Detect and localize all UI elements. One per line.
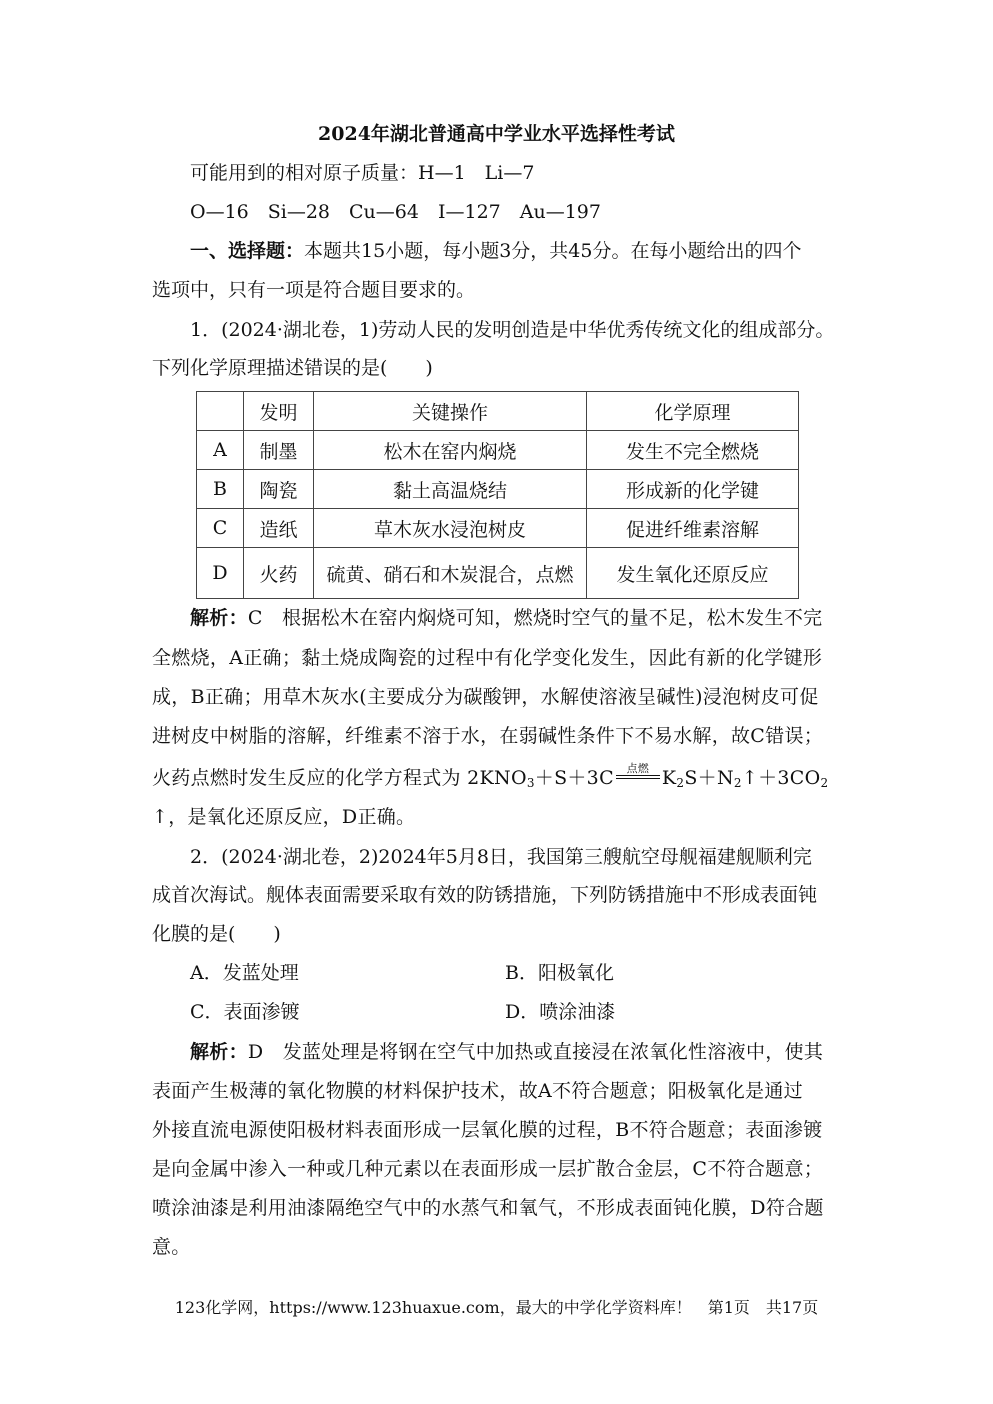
page-footer: 123化学网，https://www.123huaxue.com，最大的中学化学资料库！ 第1页 共17页 — [174, 1298, 819, 1317]
table-cell: C — [197, 509, 244, 548]
analysis-label: 解析： — [190, 1041, 248, 1063]
table-cell: 形成新的化学键 — [587, 470, 799, 509]
equation-subscript: 2 — [676, 776, 685, 790]
table-row — [197, 509, 799, 548]
analysis-text: D 发蓝处理是将钢在空气中加热或直接浸在浓氧化性溶液中，使其 — [247, 1041, 824, 1063]
table-cell: 陶瓷 — [244, 470, 314, 509]
equation-subscript: 2 — [733, 776, 742, 790]
invention-table — [196, 391, 799, 599]
table-cell: 火药 — [244, 548, 314, 599]
section-desc-line-2: 选项中，只有一项是符合题目要求的。 — [152, 279, 476, 301]
q2-analysis-line-1 — [190, 1040, 880, 1064]
equation-part: K — [661, 767, 677, 789]
table-cell: 发生不完全燃烧 — [587, 431, 799, 470]
q1-analysis-line-6: ↑，是氧化还原反应，D正确。 — [152, 806, 416, 828]
table-header-row — [197, 392, 799, 431]
table-cell: 造纸 — [244, 509, 314, 548]
table-cell: 草木灰水浸泡树皮 — [314, 509, 587, 548]
section-heading: 一、选择题： — [190, 240, 305, 262]
table-header-cell — [197, 392, 244, 431]
table-row — [197, 431, 799, 470]
table-row — [197, 548, 799, 599]
q2-option-a: A．发蓝处理 — [190, 962, 299, 984]
table-cell: A — [197, 431, 244, 470]
atomic-mass-line-2: O—16 Si—28 Cu—64 I—127 Au—197 — [190, 201, 601, 223]
page-title: 2024年湖北普通高中学业水平选择性考试 — [318, 123, 675, 145]
table-cell: 发生氧化还原反应 — [587, 548, 799, 599]
q2-analysis-line-5: 喷涂油漆是利用油漆隔绝空气中的水蒸气和氧气，不形成表面钝化膜，D符合题 — [152, 1197, 824, 1219]
q2-option-d: D．喷涂油漆 — [505, 1001, 616, 1023]
q1-equation-line — [152, 762, 842, 790]
q1-stem-line-1: 1．(2024·湖北卷，1)劳动人民的发明创造是中华优秀传统文化的组成部分。 — [190, 319, 835, 341]
q1-analysis-line-2: 全燃烧，A正确；黏土烧成陶瓷的过程中有化学变化发生，因此有新的化学键形 — [152, 647, 823, 669]
section-desc: 本题共15小题，每小题3分，共45分。在每小题给出的四个 — [304, 240, 802, 262]
table-header-cell: 化学原理 — [587, 392, 799, 431]
section-heading-line — [190, 239, 880, 263]
q1-analysis-line-1 — [190, 606, 880, 630]
table-cell: 松木在窑内焖烧 — [314, 431, 587, 470]
q2-stem-line-3: 化膜的是( ) — [152, 923, 281, 945]
q1-analysis-line-3: 成，B正确；用草木灰水(主要成分为碳酸钾，水解使溶液呈碱性)浸泡树皮可促 — [152, 686, 819, 708]
table-cell: 制墨 — [244, 431, 314, 470]
equation-part: ↑＋3CO — [741, 767, 821, 789]
table-cell: D — [197, 548, 244, 599]
q2-option-c: C．表面渗镀 — [190, 1001, 300, 1023]
table-cell: 黏土高温烧结 — [314, 470, 587, 509]
q2-analysis-line-6: 意。 — [152, 1236, 191, 1258]
table-cell: 促进纤维素溶解 — [587, 509, 799, 548]
table-row — [197, 470, 799, 509]
equation-lead: 火药点燃时发生反应的化学方程式为 2KNO — [152, 767, 527, 789]
atomic-mass-line-1: 可能用到的相对原子质量：H—1 Li—7 — [190, 162, 535, 184]
analysis-text: C 根据松木在窑内焖烧可知，燃烧时空气的量不足，松木发生不完 — [247, 607, 823, 629]
q2-stem-line-1: 2．(2024·湖北卷，2)2024年5月8日，我国第三艘航空母舰福建舰顺利完 — [190, 846, 812, 868]
q2-stem-line-2: 成首次海试。舰体表面需要采取有效的防锈措施，下列防锈措施中不形成表面钝 — [152, 884, 818, 906]
table-header-cell: 关键操作 — [314, 392, 587, 431]
q1-analysis-line-4: 进树皮中树脂的溶解，纤维素不溶于水，在弱碱性条件下不易水解，故C错误； — [152, 725, 824, 747]
analysis-label: 解析： — [190, 607, 248, 629]
table-header-cell: 发明 — [244, 392, 314, 431]
table-cell: 硫黄、硝石和木炭混合，点燃 — [314, 548, 587, 599]
q2-analysis-line-2: 表面产生极薄的氧化物膜的材料保护技术，故A不符合题意；阳极氧化是通过 — [152, 1080, 803, 1102]
q2-analysis-line-4: 是向金属中渗入一种或几种元素以在表面形成一层扩散合金层，C不符合题意； — [152, 1158, 824, 1180]
reaction-condition: 点燃 — [626, 762, 650, 775]
equation-subscript: 2 — [820, 776, 829, 790]
q2-option-b: B．阳极氧化 — [505, 962, 614, 984]
equation-part: S＋N — [684, 767, 734, 789]
equation-subscript: 3 — [526, 776, 535, 790]
table-cell: B — [197, 470, 244, 509]
reaction-condition-arrow — [614, 762, 662, 786]
q2-analysis-line-3: 外接直流电源使阳极材料表面形成一层氧化膜的过程，B不符合题意；表面渗镀 — [152, 1119, 823, 1141]
equation-part: ＋S＋3C — [534, 767, 614, 789]
q1-stem-line-2: 下列化学原理描述错误的是( ) — [152, 357, 433, 379]
